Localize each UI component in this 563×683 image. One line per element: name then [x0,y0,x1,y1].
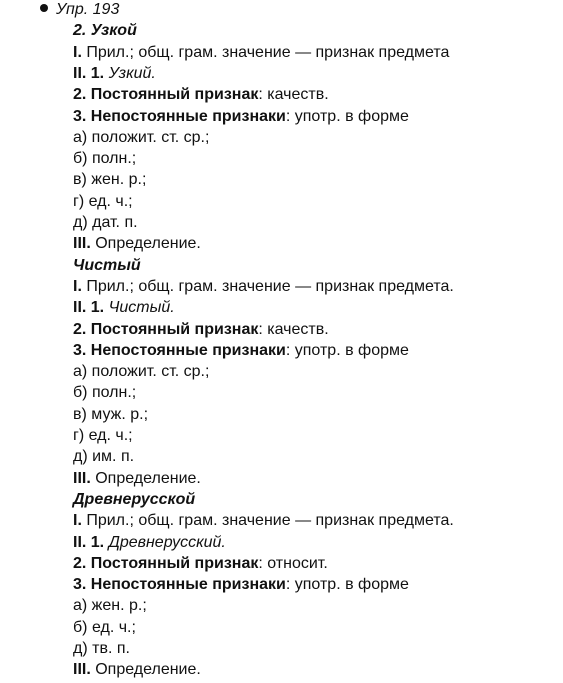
initial-form-line [73,533,226,553]
feature-item: г) ед. ч.; [73,427,133,444]
feature-item: в) жен. р.; [73,171,147,188]
feature-item: а) жен. р.; [73,597,147,614]
constant-features-value: : качеств. [258,86,329,103]
syntactic-role-text: Определение. [90,661,201,678]
word-title [73,21,137,41]
pos-number: I. [73,278,82,295]
pos-text: Прил.; общ. грам. значение — признак предмета. [86,278,454,295]
syntactic-role-line [73,469,201,489]
nonconstant-features-value: : употр. в форме [285,576,409,593]
feature-item: д) тв. п. [73,640,130,657]
feature-item: д) дат. п. [73,214,138,231]
initial-form-line [73,64,156,84]
initial-form-text: Узкий. [108,65,156,82]
constant-features-line [73,554,328,574]
constant-features-label: 2. Постоянный признак [73,86,259,103]
nonconstant-features-line [73,341,409,361]
word-title: Древнерусской [73,491,196,508]
feature-item: б) ед. ч.; [73,619,136,636]
bullet-icon [40,4,48,12]
constant-features-value: : качеств. [258,321,329,338]
feature-item: а) положит. ст. ср.; [73,363,210,380]
constant-features-line [73,320,329,340]
feature-item: г) ед. ч.; [73,193,133,210]
initial-form-number: II. 1. [73,65,105,82]
syntactic-role-number: III. [73,661,91,678]
constant-features-line [73,85,329,105]
pos-text: Прил.; общ. грам. значение — признак предмета. [86,512,454,529]
part-of-speech-line [73,43,483,63]
syntactic-role-text: Определение. [95,470,201,487]
word-title: Чистый [73,257,141,274]
nonconstant-features-label: 3. Непостоянные признаки [73,576,286,593]
syntactic-role-number: III. [73,470,91,487]
nonconstant-features-line [73,575,409,595]
feature-item: б) полн.; [73,384,137,401]
exercise-number: Упр. 193 [56,1,120,18]
nonconstant-features-line [73,107,409,127]
nonconstant-features-value: : употр. в форме [285,342,409,359]
pos-text: Прил.; общ. грам. значение — признак предмета [86,44,450,61]
word-title-text: Узкой [90,22,137,39]
initial-form-text: Чистый. [108,299,175,316]
initial-form-text: Древнерусский. [108,534,226,551]
feature-item: в) муж. р.; [73,406,149,423]
syntactic-role-text: Определение. [95,235,201,252]
constant-features-label: 2. Постоянный признак [73,555,259,572]
word-title-number: 2. [73,22,87,39]
initial-form-line [73,298,175,318]
constant-features-value: : относит. [258,555,328,572]
syntactic-role-line [73,660,201,680]
exercise-header [40,0,119,20]
feature-item: а) положит. ст. ср.; [73,129,210,146]
part-of-speech-line [73,511,454,531]
initial-form-number: II. 1. [73,534,105,551]
syntactic-role-number: III. [73,235,91,252]
syntactic-role-line [73,234,201,254]
pos-number: I. [73,44,82,61]
pos-number: I. [73,512,82,529]
feature-item: д) им. п. [73,448,135,465]
part-of-speech-line [73,277,454,297]
constant-features-label: 2. Постоянный признак [73,321,259,338]
nonconstant-features-value: : употр. в форме [285,108,409,125]
nonconstant-features-label: 3. Непостоянные признаки [73,108,286,125]
feature-item: б) полн.; [73,150,137,167]
nonconstant-features-label: 3. Непостоянные признаки [73,342,286,359]
initial-form-number: II. 1. [73,299,105,316]
